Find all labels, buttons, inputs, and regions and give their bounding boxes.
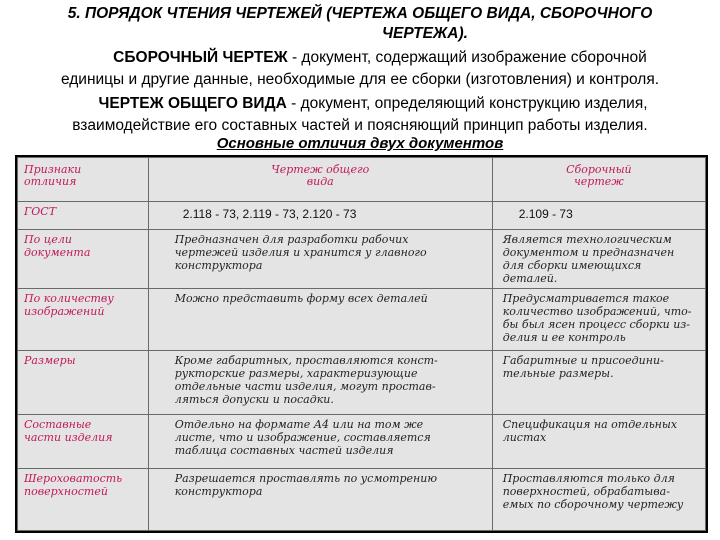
header-general-drawing: Чертеж общего вида <box>148 158 492 202</box>
assembly-cell: Проставляются только для поверхностей, обрабатыва- емых по сборочному чертежу <box>492 469 705 531</box>
feature-cell: По количеству изображений <box>18 289 149 351</box>
feature-cell: Шероховатость поверхностей <box>18 469 149 531</box>
general-cell: Предназначен для разработки рабочих чертежей изделия и хранится у главного конструктора <box>148 230 492 289</box>
general-cell: 2.118 - 73, 2.119 - 73, 2.120 - 73 <box>148 202 492 230</box>
feature-cell: ГОСТ <box>18 202 149 230</box>
assembly-cell: 2.109 - 73 <box>492 202 705 230</box>
title-line-1: 5. ПОРЯДОК ЧТЕНИЯ ЧЕРТЕЖЕЙ (ЧЕРТЕЖА ОБЩЕГО ВИДА, СБОРОЧНОГО <box>67 5 653 22</box>
general-drawing-term: ЧЕРТЕЖ ОБЩЕГО ВИДА <box>98 95 287 112</box>
table-row <box>18 230 706 289</box>
table-row <box>18 415 706 469</box>
assembly-definition-part-1: - документ, содержащий изображение сборочной <box>287 49 647 66</box>
assembly-drawing-definition <box>0 48 720 68</box>
general-definition-part-2: взаимодействие его составных частей и поясняющий принцип работы изделия. <box>72 117 648 134</box>
feature-cell: Составные части изделия <box>18 415 149 469</box>
feature-cell: По цели документа <box>18 230 149 289</box>
comparison-table <box>15 155 708 533</box>
table-header-row <box>18 158 706 202</box>
assembly-cell: Предусматривается такое количество изображений, что- бы был ясен процесс сборки из- делия и ее контроль <box>492 289 705 351</box>
table-caption: Основные отличия двух документов <box>216 135 504 152</box>
general-cell: Отдельно на формате А4 или на том же листе, что и изображение, составляется таблица составных частей изделия <box>148 415 492 469</box>
general-drawing-definition <box>0 94 720 114</box>
table-row <box>18 469 706 531</box>
table-row <box>18 202 706 230</box>
table-row <box>18 289 706 351</box>
assembly-cell: Спецификация на отдельных листах <box>492 415 705 469</box>
general-cell: Кроме габаритных, проставляются конст- рукторские размеры, характеризующие отдельные части изделия, могут простав- ляться допуски и посадки. <box>148 351 492 415</box>
header-feature: Признаки отличия <box>18 158 149 202</box>
header-assembly-drawing: Сборочный чертеж <box>492 158 705 202</box>
table-row <box>18 351 706 415</box>
assembly-definition-part-2: единицы и другие данные, необходимые для ее сборки (изготовления) и контроля. <box>60 71 660 88</box>
title-line-2: ЧЕРТЕЖА). <box>382 25 468 42</box>
general-cell: Можно представить форму всех деталей <box>148 289 492 351</box>
assembly-cell: Является технологическим документом и предназначен для сборки имеющихся деталей. <box>492 230 705 289</box>
assembly-drawing-term: СБОРОЧНЫЙ ЧЕРТЕЖ <box>113 49 288 66</box>
feature-cell: Размеры <box>18 351 149 415</box>
assembly-cell: Габаритные и присоедини- тельные размеры. <box>492 351 705 415</box>
general-cell: Разрешается проставлять по усмотрению конструктора <box>148 469 492 531</box>
general-definition-part-1: - документ, определяющий конструкцию изделия, <box>286 95 648 112</box>
